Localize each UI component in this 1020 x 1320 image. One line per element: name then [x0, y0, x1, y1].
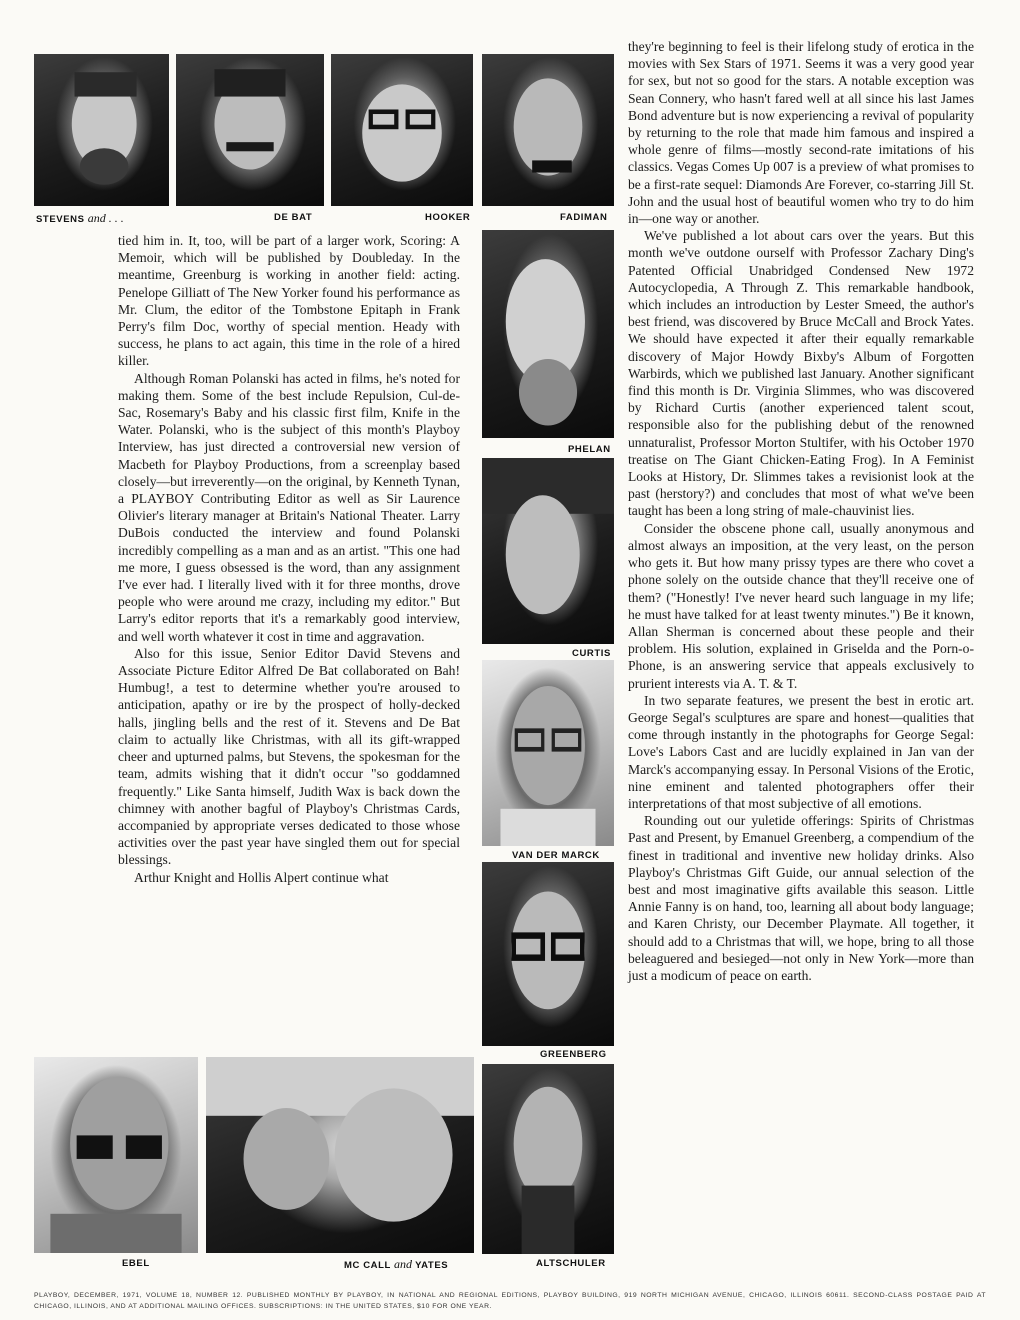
photo-mccall-yates [206, 1057, 474, 1253]
photo-fadiman [482, 54, 614, 206]
caption-debat: DE BAT [274, 212, 313, 223]
caption-ebel: EBEL [122, 1258, 150, 1269]
caption-curtis: CURTIS [572, 648, 611, 659]
caption-altschuler: ALTSCHULER [536, 1258, 606, 1269]
right-paragraph: Consider the obscene phone call, usually anonymous and almost always an imposition, at the very least, on the person who gets it. But how many prissy types are there who covet a phone solely on the outside chance that they'll receive one of them? ("Honestly! I've never heard such language in my life; he must have talked for at least twenty minutes.") Be it known, Allan Sherman is concerned about these people and their problem. His solution, explained in Griselda and the Porn-o-Phone, is an answering service that appeals exclusively to prurient interests via A. T. & T. [628, 520, 974, 691]
caption-phelan: PHELAN [568, 444, 611, 455]
right-paragraph: they're beginning to feel is their lifelong study of erotica in the movies with Sex Stars of 1971. Seems it was a very good year for sex, but not so good for the stars. A notable exception was Sean Connery, who hasn't fared well at all since his last James Bond adventure but is now experiencing a revival of popularity by returning to the role that made him famous and inspired a whole genre of films—mostly second-rate imitations of his classics. Vegas Comes Up 007 is a preview of what promises to be a first-rate sequel: Diamonds Are Forever, co-starring Jill St. John and the usual host of beautiful women who try to do him in—one way or another. [628, 39, 974, 227]
caption-mccall-yates: MC CALL and YATES [344, 1257, 449, 1271]
photo-debat [176, 54, 324, 206]
left-paragraph: Arthur Knight and Hollis Alpert continue what [134, 869, 389, 885]
left-paragraph: tied him in. It, too, will be part of a larger work, Scoring: A Memoir, which will be published by Doubleday. In the meantime, Greenburg is working in another field: acting. Penelope Gilliatt of The New Yorker found his performance as Mr. Clum, the editor of the Tombstone Epitaph in Frank Perry's film Doc, worthy of special mention. Heady with success, he plans to act again, this time in the role of a hired killer. [118, 233, 460, 369]
right-paragraph: We've published a lot about cars over the years. But this month we've outdone ourself with Professor Zachary Ding's Patented Official Unabridged Condensed New 1972 Autocyclopedia, A Through Z. This remarkable handbook, which includes an introduction by Lester Smeed, the author's best friend, was discovered by Bruce McCall and Brock Yates. We should have expected it after their equally remarkable discovery of Major Howdy Bixby's Album of Forgotten Warbirds, which we published last January. Another significant find this month is Dr. Virginia Slimmes, who was discovered by Richard Curtis (another experienced talent scout, responsible also for the publishing debut of the renowned unnaturalist, Professor Morton Stultifer, with his October 1970 treatise on The Giant Chicken-Eating Frog). In A Feminist Looks at History, Dr. Slimmes takes a revisionist look at the past (herstory?) and concludes that most of what we've been taught has been a long string of male-chauvinist lies. [628, 228, 974, 519]
left-paragraph: Although Roman Polanski has acted in films, he's noted for making them. Some of the best include Repulsion, Cul-de-Sac, Rosemary's Baby and his classic first film, Knife in the Water. Polanski, who is the subject of this month's Playboy Interview, has just directed a controversial new version of Macbeth for Playboy Productions, from a screenplay based closely—but irreverently—on the original, by Kenneth Tynan, a PLAYBOY Contributing Editor as well as Sir Laurence Olivier's literary manager at Britain's National Theater. Larry DuBois conducted the interview and found Polanski incredibly compelling as a man and as an artist. "This one had me more, I guess obsessed is the word, than any assignment I've ever had. I literally lived with it for three months, drove people who were around me crazy, including my editor." But Larry's editor reports that it's a remarkably good interview, and well worth whatever it cost in time and aggravation. [118, 370, 460, 644]
photo-greenberg [482, 862, 614, 1046]
publication-footer: PLAYBOY, DECEMBER, 1971, VOLUME 18, NUMBER 12. PUBLISHED MONTHLY BY PLAYBOY, IN NATIONAL AND REGIONAL EDITIONS, PLAYBOY BUILDING, 919 NORTH MICHIGAN AVENUE, CHICAGO, ILLINOIS 60611. SECOND-CLASS POSTAGE PAID AT CHICAGO, ILLINOIS, AND AT ADDITIONAL MAILING OFFICES. SUBSCRIPTIONS: IN THE UNITED STATES, $10 FOR ONE YEAR. [34, 1292, 986, 1310]
caption-hooker: HOOKER [425, 212, 471, 223]
right-column [628, 38, 974, 984]
right-paragraph: Rounding out our yuletide offerings: Spirits of Christmas Past and Present, by Emanuel Greenberg, a compendium of the finest in traditional and inventive new holiday drinks. Also Playboy's Christmas Gift Guide, our annual selection of the best and most imaginative gifts available this season. Little Annie Fanny is on hand, too, learning all about body language; and Karen Christy, our December Playmate. All together, it should add to a Christmas that will, we hope, bring to all those beleaguered and besieged—not only in New York—more than just a modicum of peace on earth. [628, 813, 974, 983]
photo-altschuler [482, 1064, 614, 1254]
right-paragraph: In two separate features, we present the best in erotic art. George Segal's sculptures are spare and honest—qualities that come through instantly in the photographs for George Segal: Love's Labors Cast and are lucidly explained in Jan van der Marck's accompanying essay. In Personal Visions of the Erotic, nine eminent and talented photographers offer their interpretations of that most subjective of all emotions. [628, 692, 974, 811]
photo-hooker [331, 54, 473, 206]
left-paragraph: Also for this issue, Senior Editor David Stevens and Associate Picture Editor Alfred De Bat collaborated on Bah! Humbug!, a test to determine whether you're aroused to anticipation, apathy or ire by the prospect of holly-decked halls, jingling bells and the rest of it. Stevens and De Bat claim to actually like Christmas, with all its gift-wrapped cheer and upturned palms, but Stevens, the spokesman for the team, admits wishing that it didn't occur "so goddamned frequently." Like Santa himself, Judith Wax is back down the chimney with another bagful of Playboy's Christmas Cards, accompanied by appropriate verses dedicated to those whose activities over the past year have singled them out for special blessings. [118, 645, 460, 868]
caption-stevens: STEVENS and . . . [36, 211, 124, 225]
photo-curtis [482, 458, 614, 644]
photo-phelan [482, 230, 614, 438]
left-column [118, 232, 460, 886]
photo-vandermarck [482, 660, 614, 846]
photo-stevens [34, 54, 169, 206]
caption-vandermarck: VAN DER MARCK [512, 850, 600, 861]
caption-greenberg: GREENBERG [540, 1049, 607, 1060]
caption-fadiman: FADIMAN [560, 212, 608, 223]
photo-ebel [34, 1057, 198, 1253]
